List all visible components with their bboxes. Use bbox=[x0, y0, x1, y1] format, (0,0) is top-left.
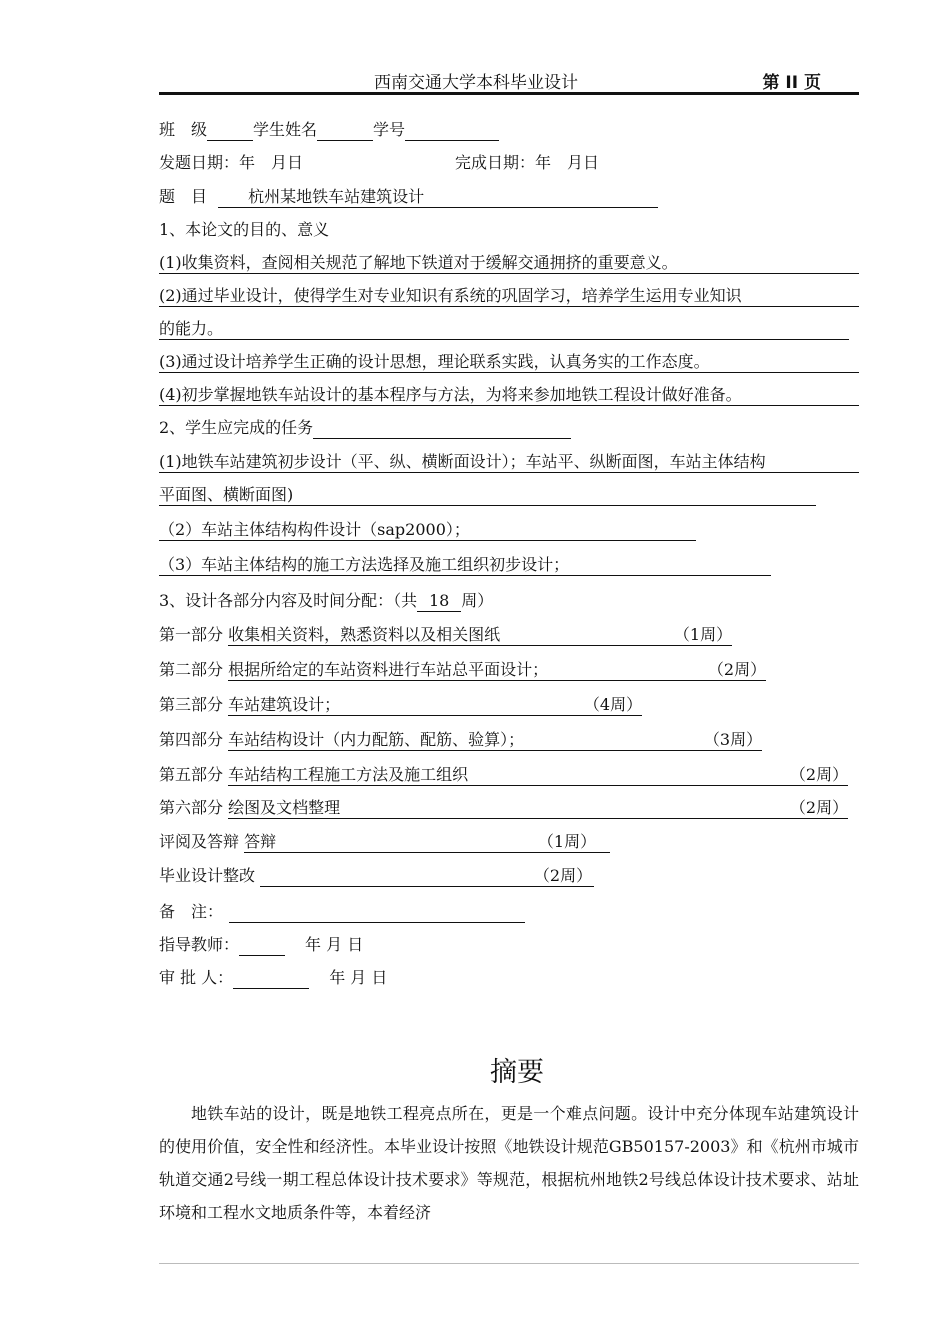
review-content bbox=[244, 832, 610, 853]
part-content bbox=[228, 695, 642, 716]
part-time: （2周） bbox=[707, 660, 767, 679]
part-label: 第三部分 bbox=[159, 695, 224, 714]
section2-heading: 2、学生应完成的任务 bbox=[159, 418, 314, 437]
part-content-text: 车站结构设计（内力配筋、配筋、验算）； bbox=[228, 730, 525, 749]
part-time: （3周） bbox=[703, 730, 763, 749]
part-row bbox=[159, 764, 848, 786]
part-content-text: 收集相关资料，熟悉资料以及相关图纸 bbox=[228, 625, 501, 644]
notes-blank bbox=[229, 904, 525, 923]
student-name-label: 学生姓名 bbox=[253, 120, 318, 139]
section1-item: (3)通过设计培养学生正确的设计思想，理论联系实践，认真务实的工作态度。 bbox=[159, 352, 859, 373]
part-label: 第五部分 bbox=[159, 765, 224, 784]
part-time: （4周） bbox=[583, 695, 643, 714]
class-blank bbox=[207, 122, 253, 141]
section2-item: （2）车站主体结构构件设计（sap2000）； bbox=[159, 520, 696, 541]
name-blank bbox=[317, 122, 373, 141]
review-row bbox=[159, 831, 610, 853]
section1-item: (1)收集资料，查阅相关规范了解地下铁道对于缓解交通拥挤的重要意义。 bbox=[159, 253, 859, 274]
part-content bbox=[228, 765, 848, 786]
part-label: 第一部分 bbox=[159, 625, 224, 644]
abstract-paragraph: 地铁车站的设计，既是地铁工程亮点所在，更是一个难点问题。设计中充分体现车站建筑设计的使用价值，安全性和经济性。本毕业设计按照《地铁设计规范GB50157-2003》和《杭州市城市轨道交通2号线一期工程总体设计技术要求》等规范，根据杭州地铁2号线总体设计技术要求、站址环境和工程水文地质条件等，本着经济 bbox=[159, 1104, 859, 1222]
section1-heading: 1、本论文的目的、意义 bbox=[159, 220, 330, 239]
header-page-number: 第 II 页 bbox=[762, 73, 821, 93]
section2-item: （3）车站主体结构的施工方法选择及施工组织初步设计； bbox=[159, 555, 771, 576]
revise-label: 毕业设计整改 bbox=[159, 866, 256, 885]
complete-date bbox=[455, 152, 599, 174]
part-row bbox=[159, 797, 848, 819]
part-content bbox=[228, 660, 766, 681]
part-content bbox=[228, 798, 848, 819]
part-time: （1周） bbox=[673, 625, 733, 644]
part-label: 第二部分 bbox=[159, 660, 224, 679]
footer-divider bbox=[159, 1263, 859, 1264]
section2-heading-row bbox=[159, 417, 571, 439]
issue-date-label: 发题日期：年 月日 bbox=[159, 153, 304, 172]
section2-item: (1)地铁车站建筑初步设计（平、纵、横断面设计）；车站平、纵断面图，车站主体结构 bbox=[159, 452, 859, 473]
class-label: 班 级 bbox=[159, 120, 208, 139]
section3-heading-text: 3、设计各部分内容及时间分配：（共 bbox=[159, 591, 418, 610]
complete-date-label: 完成日期：年 月日 bbox=[455, 153, 600, 172]
notes-label: 备 注： bbox=[159, 902, 224, 921]
advisor-label: 指导教师： bbox=[159, 935, 240, 954]
approver-label: 审 批 人： bbox=[159, 968, 234, 987]
part-label: 第六部分 bbox=[159, 798, 224, 817]
part-content-text: 车站建筑设计； bbox=[228, 695, 341, 714]
part-content-text: 车站结构工程施工方法及施工组织 bbox=[228, 765, 469, 784]
task-blank bbox=[313, 420, 571, 439]
part-row bbox=[159, 694, 642, 716]
part-content bbox=[228, 625, 732, 646]
section1-item: (4)初步掌握地铁车站设计的基本程序与方法，为将来参加地铁工程设计做好准备。 bbox=[159, 385, 859, 406]
revise-content bbox=[260, 866, 594, 887]
review-time: （1周） bbox=[537, 832, 597, 851]
section1-item: 的能力。 bbox=[159, 319, 849, 340]
total-weeks: 18 bbox=[417, 591, 461, 612]
part-time: （2周） bbox=[789, 798, 849, 817]
header-title: 西南交通大学本科毕业设计 bbox=[374, 73, 578, 93]
id-blank bbox=[405, 122, 499, 141]
student-id-label: 学号 bbox=[373, 120, 406, 139]
part-row bbox=[159, 659, 766, 681]
approver-blank bbox=[233, 970, 309, 989]
abstract-title: 摘要 bbox=[490, 1057, 544, 1088]
section3-heading-suffix: 周） bbox=[461, 591, 494, 610]
part-row bbox=[159, 729, 762, 751]
section2-item: 平面图、横断面图) bbox=[159, 485, 816, 506]
date-row bbox=[159, 152, 303, 174]
notes-row bbox=[159, 901, 525, 923]
revise-row bbox=[159, 865, 594, 887]
page-header bbox=[159, 62, 859, 95]
part-row bbox=[159, 624, 732, 646]
topic-row bbox=[159, 186, 658, 208]
advisor-blank bbox=[239, 937, 285, 956]
student-info-row bbox=[159, 119, 499, 141]
part-content-text: 绘图及文档整理 bbox=[228, 798, 341, 817]
part-label: 第四部分 bbox=[159, 730, 224, 749]
review-label: 评阅及答辩 bbox=[159, 832, 240, 851]
topic-label: 题 目 bbox=[159, 187, 208, 206]
section1-item: (2)通过毕业设计，使得学生对专业知识有系统的巩固学习，培养学生运用专业知识 bbox=[159, 286, 859, 307]
part-time: （2周） bbox=[789, 765, 849, 784]
approver-row bbox=[159, 967, 387, 989]
advisor-row bbox=[159, 934, 363, 956]
section3-heading bbox=[159, 590, 493, 612]
revise-time: （2周） bbox=[533, 866, 593, 885]
part-content-text: 根据所给定的车站资料进行车站总平面设计； bbox=[228, 660, 549, 679]
advisor-date: 年 月 日 bbox=[305, 935, 364, 954]
approver-date: 年 月 日 bbox=[329, 968, 388, 987]
review-content-text: 答辩 bbox=[244, 832, 277, 851]
part-content bbox=[228, 730, 762, 751]
topic-value: 杭州某地铁车站建筑设计 bbox=[218, 187, 658, 208]
